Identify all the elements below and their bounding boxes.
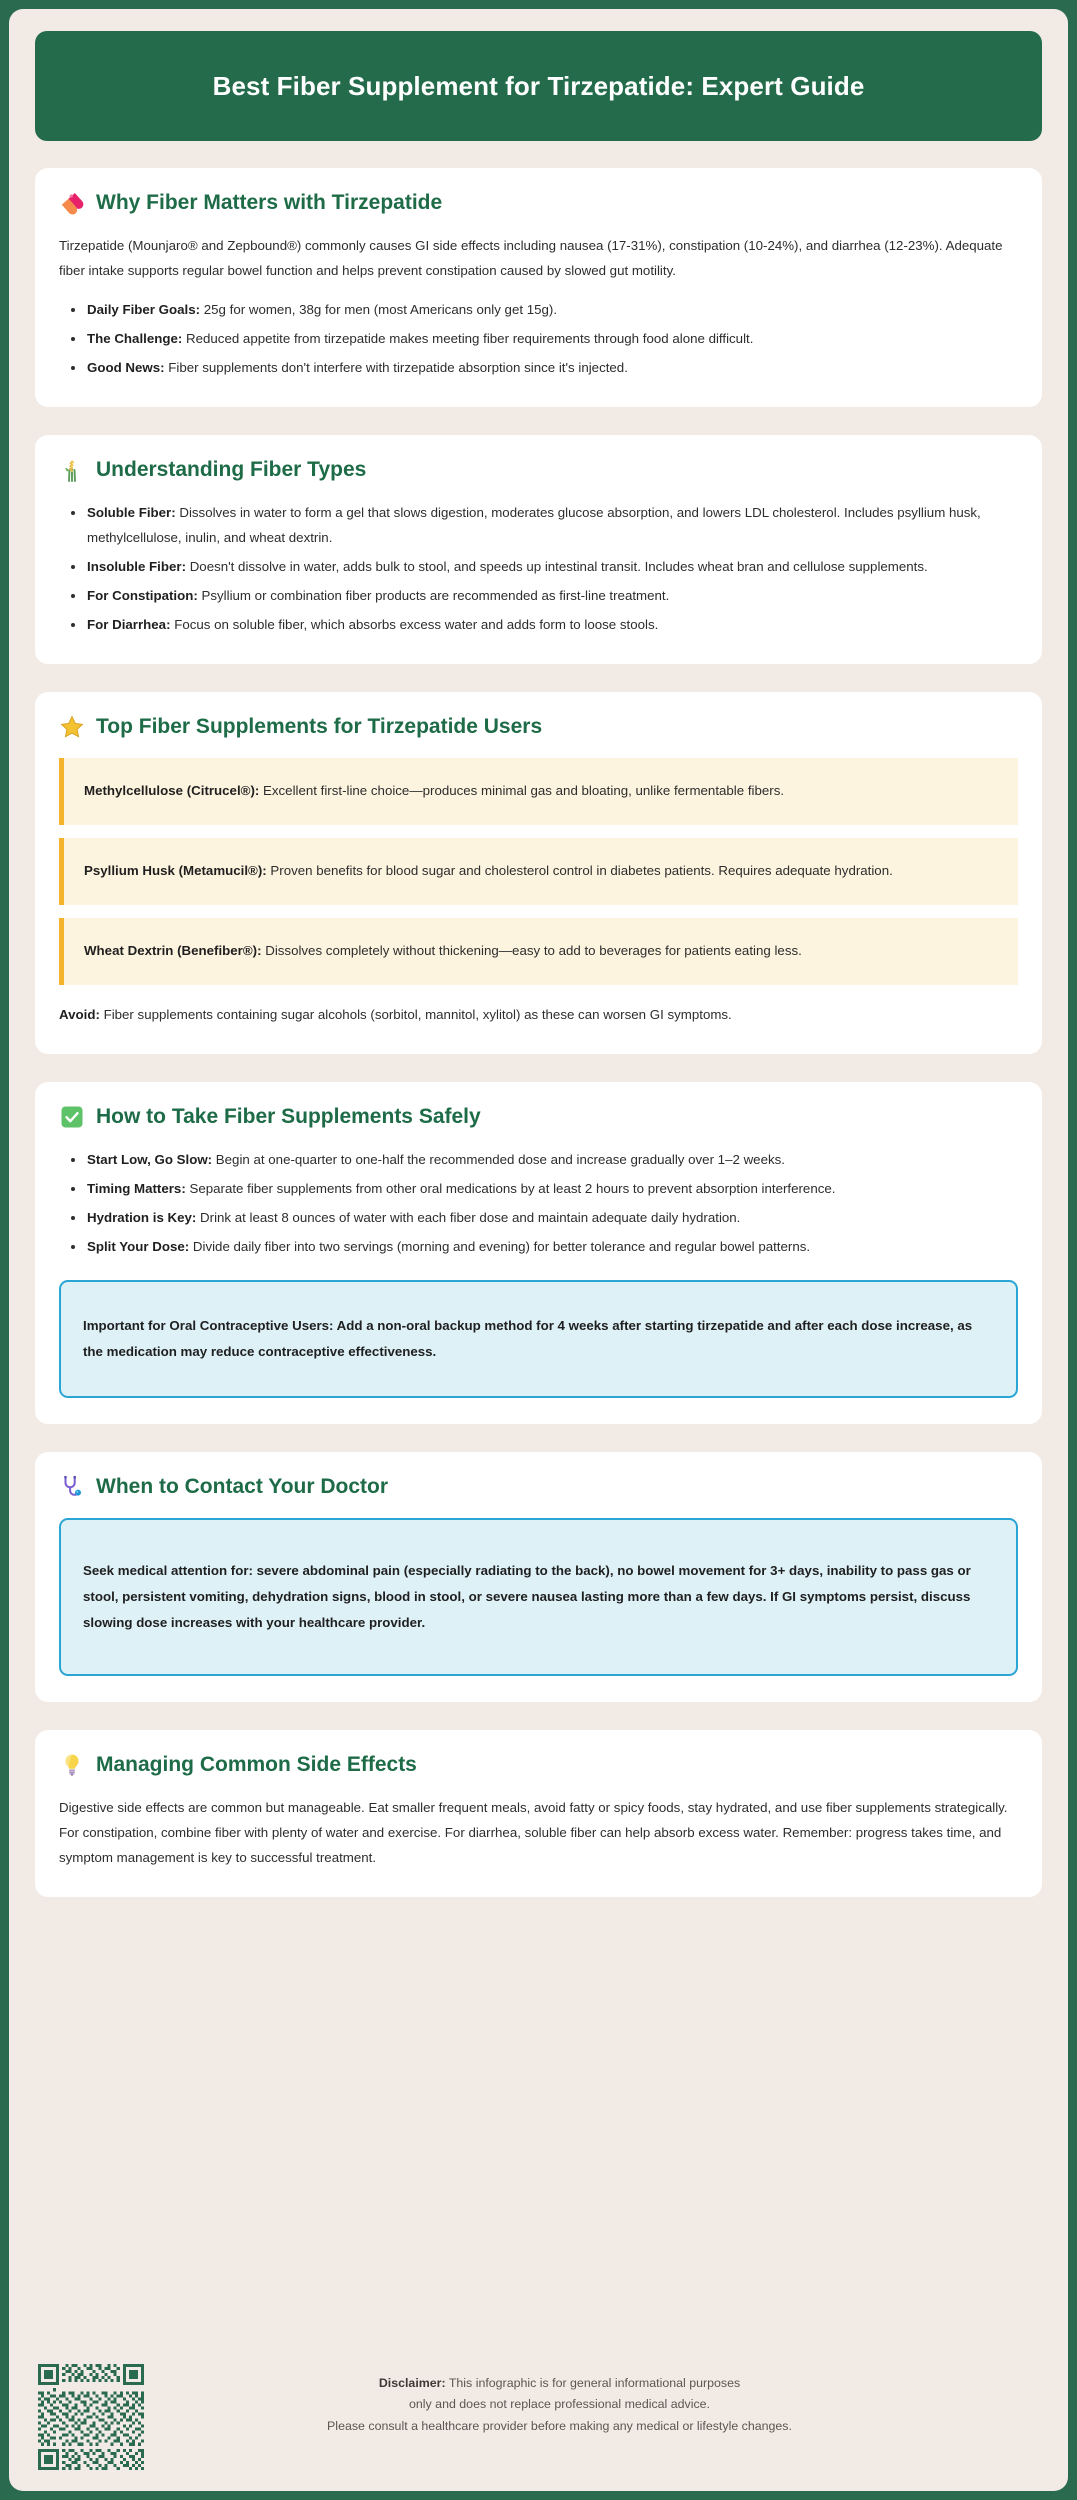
disclaimer-line-2: only and does not replace professional medical advice. (409, 2397, 710, 2412)
highlight-label: Methylcellulose (Citrucel®): (84, 782, 260, 798)
highlight-text: Proven benefits for blood sugar and cholesterol control in diabetes patients. Requires adequate hydration. (266, 862, 893, 878)
section-header (59, 1104, 1018, 1130)
infographic-frame (9, 9, 1068, 2491)
highlight-text: Dissolves completely without thickening—easy to add to beverages for patients eating less. (261, 942, 802, 958)
list-item-label: For Diarrhea: (87, 616, 171, 632)
list-item-text: Divide daily fiber into two servings (morning and evening) for better tolerance and regular bowel patterns. (189, 1238, 811, 1254)
disclaimer-label: Disclaimer: (378, 2376, 446, 2390)
list-item-text: Begin at one-quarter to one-half the recommended dose and increase gradually over 1–2 weeks. (212, 1151, 785, 1167)
list-item (65, 298, 1018, 323)
list-item (65, 327, 1018, 352)
list-item (65, 1148, 1018, 1173)
section-title: Managing Common Side Effects (96, 1753, 417, 1777)
list-item (65, 501, 1018, 551)
section-when-to-contact-doctor (35, 1452, 1042, 1702)
list-item-label: Daily Fiber Goals: (87, 301, 201, 317)
list-item (65, 1235, 1018, 1260)
list-item-text: Reduced appetite from tirzepatide makes meeting fiber requirements through food alone difficult. (182, 330, 754, 346)
list-item-label: Soluble Fiber: (87, 504, 176, 520)
list-item-label: Start Low, Go Slow: (87, 1151, 213, 1167)
section-header (59, 457, 1018, 483)
list-item (65, 613, 1018, 638)
section-title: When to Contact Your Doctor (96, 1475, 389, 1499)
list-item (65, 584, 1018, 609)
list-item-text: Drink at least 8 ounces of water with each fiber dose and maintain adequate daily hydration. (196, 1209, 741, 1225)
bullet-list (59, 298, 1018, 381)
section-title: Top Fiber Supplements for Tirzepatide Users (96, 715, 543, 739)
section-understanding-fiber-types (35, 435, 1042, 664)
section-managing-side-effects (35, 1730, 1042, 1897)
list-item (65, 356, 1018, 381)
list-item-text: Doesn't dissolve in water, adds bulk to stool, and speeds up intestinal transit. Includes wheat bran and cellulose supplements. (186, 558, 928, 574)
list-item-text: Fiber supplements don't interfere with tirzepatide absorption since it's injected. (164, 359, 628, 375)
section-paragraph: Digestive side effects are common but manageable. Eat smaller frequent meals, avoid fatty or spicy foods, stay hydrated, and use fiber supplements strategically. For constipation, combine fiber with plenty of water and exercise. For diarrhea, soluble fiber can help absorb excess water. Remember: progress takes time, and symptom management is key to successful treatment. (59, 1799, 1008, 1865)
disclaimer (147, 2361, 1042, 2437)
list-item-text: Separate fiber supplements from other oral medications by at least 2 hours to prevent absorption interference. (185, 1180, 836, 1196)
contraceptive-alert-box: Important for Oral Contraceptive Users: Add a non-oral backup method for 4 weeks after starting tirzepatide and after each dose increase, as the medication may reduce contraceptive effectiveness. (59, 1280, 1018, 1398)
highlight-text: Excellent first-line choice—produces minimal gas and bloating, unlike fermentable fibers. (259, 782, 785, 798)
footer (35, 2345, 1042, 2491)
qr-code-icon[interactable] (35, 2361, 147, 2473)
header-banner (35, 31, 1042, 141)
section-title: Why Fiber Matters with Tirzepatide (96, 191, 443, 215)
list-item-label: Timing Matters: (87, 1180, 186, 1196)
section-how-to-take-safely (35, 1082, 1042, 1424)
section-header (59, 1752, 1018, 1778)
section-title: How to Take Fiber Supplements Safely (96, 1105, 481, 1129)
list-item-text: 25g for women, 38g for men (most Americans only get 15g). (200, 301, 558, 317)
section-title: Understanding Fiber Types (96, 458, 367, 482)
list-item-text: Focus on soluble fiber, which absorbs excess water and adds form to loose stools. (170, 616, 659, 632)
lightbulb-icon (59, 1752, 85, 1778)
list-item-label: Split Your Dose: (87, 1238, 190, 1254)
page-title: Best Fiber Supplement for Tirzepatide: Expert Guide (212, 70, 865, 101)
avoid-note-label: Avoid: (59, 1006, 100, 1022)
list-item-text: Dissolves in water to form a gel that slows digestion, moderates glucose absorption, and lowers LDL cholesterol. Includes psyllium husk, methylcellulose, inulin, and wheat dextrin. (87, 504, 981, 545)
list-item-label: The Challenge: (87, 330, 183, 346)
list-item-label: Insoluble Fiber: (87, 558, 186, 574)
disclaimer-line-3: Please consult a healthcare provider before making any medical or lifestyle changes. (327, 2418, 792, 2433)
bullet-list (59, 1148, 1018, 1260)
highlight-item (59, 918, 1018, 985)
list-item-label: Good News: (87, 359, 165, 375)
section-why-fiber-matters (35, 168, 1042, 407)
section-paragraph: Tirzepatide (Mounjaro® and Zepbound®) commonly causes GI side effects including nausea (17-31%), constipation (10-24%), and diarrhea (12-23%). Adequate fiber intake supports regular bowel function and helps prevent constipation caused by slowed gut motility. (59, 238, 1003, 278)
stethoscope-icon (59, 1474, 85, 1500)
wheat-icon (59, 457, 85, 483)
check-box-icon (59, 1104, 85, 1130)
pill-icon (59, 190, 85, 216)
list-item-label: Hydration is Key: (87, 1209, 197, 1225)
section-header (59, 190, 1018, 216)
list-item (65, 555, 1018, 580)
disclaimer-text-1: This infographic is for general informational purposes (445, 2376, 741, 2390)
disclaimer-line-1 (147, 2373, 972, 2394)
highlight-label: Psyllium Husk (Metamucil®): (84, 862, 267, 878)
doctor-alert-box: Seek medical attention for: severe abdominal pain (especially radiating to the back), no bowel movement for 3+ days, inability to pass gas or stool, persistent vomiting, dehydration signs, blood in stool, or severe nausea lasting more than a few days. If GI symptoms persist, discuss slowing dose increases with your healthcare provider. (59, 1518, 1018, 1676)
section-header (59, 714, 1018, 740)
avoid-note (59, 1003, 1018, 1028)
list-item-text: Psyllium or combination fiber products are recommended as first-line treatment. (197, 587, 670, 603)
bullet-list (59, 501, 1018, 638)
list-item (65, 1177, 1018, 1202)
avoid-note-text: Fiber supplements containing sugar alcohols (sorbitol, mannitol, xylitol) as these can worsen GI symptoms. (99, 1006, 732, 1022)
star-icon (59, 714, 85, 740)
highlight-label: Wheat Dextrin (Benefiber®): (84, 942, 262, 958)
section-header (59, 1474, 1018, 1500)
list-item-label: For Constipation: (87, 587, 198, 603)
section-top-fiber-supplements (35, 692, 1042, 1054)
highlight-item (59, 758, 1018, 825)
list-item (65, 1206, 1018, 1231)
highlight-item (59, 838, 1018, 905)
